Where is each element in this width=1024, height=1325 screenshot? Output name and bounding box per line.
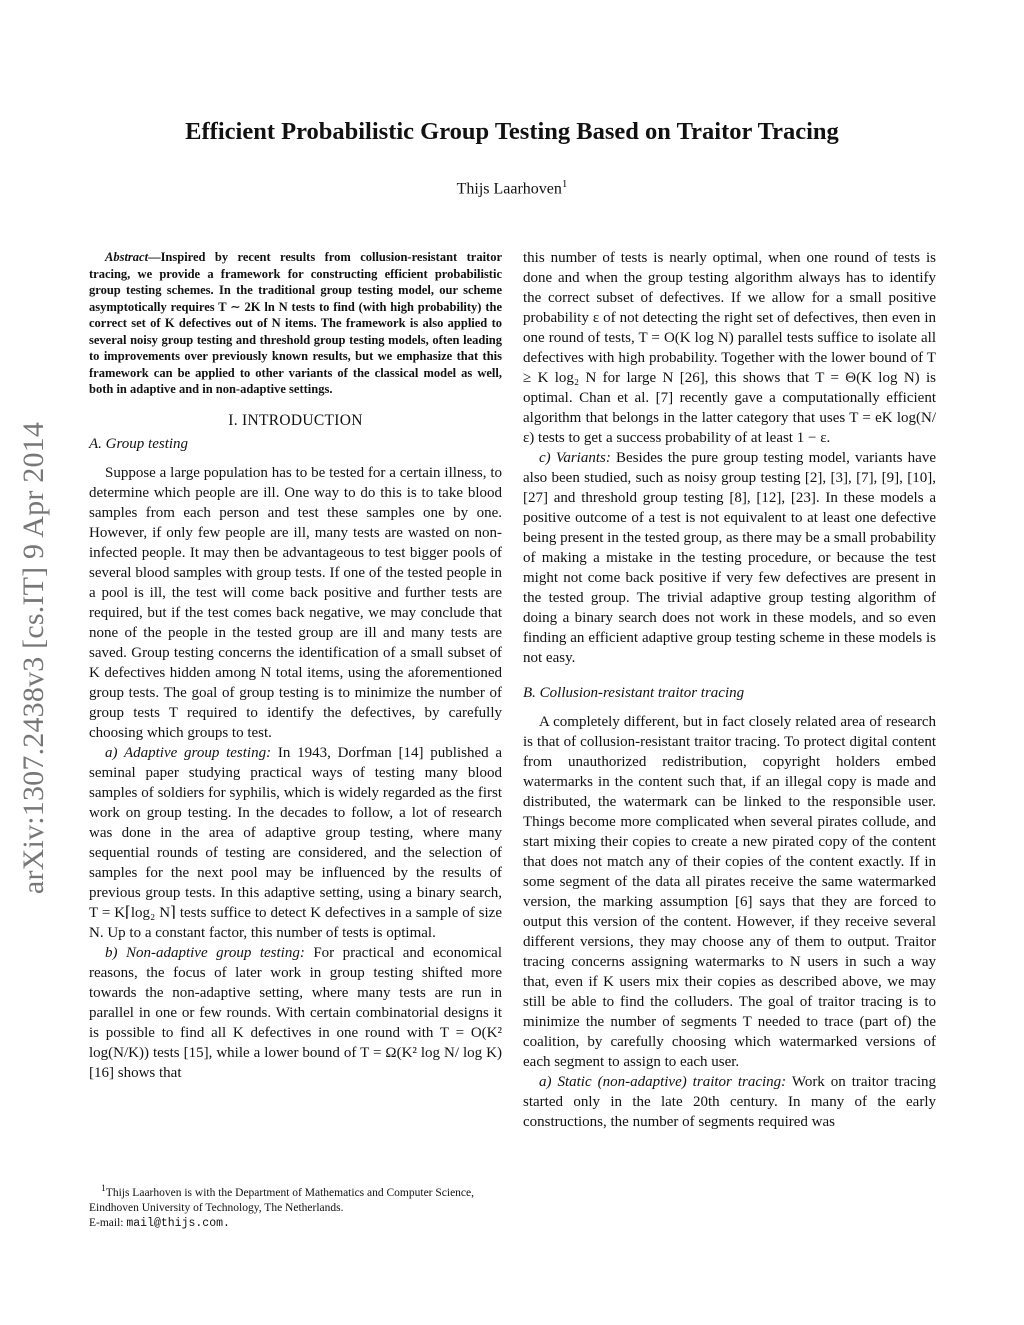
arxiv-sidebar-stamp xyxy=(14,383,54,933)
paragraph-continued: this number of tests is nearly optimal, when one round of tests is done and when the group testing algorithm always has to identify the correct subset of defectives. If we allow for a small positive probability ε of not detecting the right set of defectives, then even in one round of tests, T = O(K log N) parallel tests suffice to isolate all defectives with high probability. Together with the lower bound of T ≥ K log₂ N for large N [26], this shows that T = Θ(K log N) is optimal. Chan et al. [7] recently gave a computationally efficient algorithm that belongs in the latter category that uses T = eK log(N/ε) tests to get a success probability of at least 1 − ε. xyxy=(523,250,936,446)
email-address: mail@thijs.com. xyxy=(126,1216,230,1230)
author-footnote-mark: 1 xyxy=(561,178,568,190)
paragraph-static-tracing xyxy=(523,1072,936,1132)
abstract-dash: — xyxy=(148,250,161,264)
footnote xyxy=(89,1181,502,1231)
paragraph-text-adaptive: In 1943, Dorfman [14] published a seminal paper studying practical ways of testing many blood samples of soldiers for syphilis, which is widely regarded as the first work on group testing. In the decades to follow, a lot of research was done in the area of adaptive group testing, where many sequential rounds of testing are considered, and the selection of samples for the next pool may be influenced by the results of previous group tests. In this adaptive setting, using a binary search, T = K⌈log₂ N⌉ tests suffice to detect K defectives in a sample of size N. Up to a constant factor, this number of tests is optimal. xyxy=(89,744,503,941)
abstract-lead: Abstract xyxy=(105,250,149,264)
subsection-heading-group-testing: A. Group testing xyxy=(89,435,189,452)
footnote-body: Thijs Laarhoven is with the Department of Mathematics and Computer Science, Eindhoven University of Technology, The Netherlands. xyxy=(89,1186,475,1214)
paragraph-head-non-adaptive: b) Non-adaptive group testing: xyxy=(105,944,305,961)
footnote-text xyxy=(89,1181,502,1216)
paragraph-non-adaptive xyxy=(89,943,502,1083)
paragraph-adaptive xyxy=(89,743,502,943)
paragraph-text-static: Work on traitor tracing started only in the late 20th century. In many of the early constructions, the number of segments required was xyxy=(523,1074,937,1130)
arxiv-id: arXiv:1307.2438v3 [cs.IT] 9 Apr 2014 xyxy=(17,421,50,895)
paragraph-traitor-tracing: A completely different, but in fact closely related area of research is that of collusion-resistant traitor tracing. To protect digital content from unauthorized redistribution, copyright holders embed watermarks in the content such that, if an illegal copy is made and distributed, the watermark can be linked to the responsible user. Things become more complicated when several pirates collude, and start mixing their copies to create a new pirated copy of the content that does not match any of their copies of the content exactly. If in some segment of the data all pirates receive the same watermarked version, the marking assumption [6] says that they are forced to output this version of the content. However, if they receive several different versions, they may choose any of them to output. Traitor tracing concerns assigning watermarks to N users in such a way that, even if K users mix their copies as described above, we may still be able to find the colluders. The goal of traitor tracing is to minimize the number of segments T needed to trace (part of) the coalition, by carefully choosing which watermarked versions of each segment to assign to each user. xyxy=(523,714,936,1070)
abstract-text: Inspired by recent results from collusion-resistant traitor tracing, we provide a framework for constructing efficient probabilistic group testing schemes. In the traditional group testing model, our scheme asymptotically requires T ∼ 2K ln N tests to find (with high probability) the correct set of K defectives out of N items. The framework is also applied to several noisy group testing and threshold group testing models, often leading to improvements over previously known results, but we emphasize that this framework can be applied to other variants of the classical model as well, both in adaptive and in non-adaptive settings. xyxy=(89,250,502,396)
paragraph-text-variants: Besides the pure group testing model, variants have also been studied, such as noisy group testing [2], [3], [7], [9], [10], [27] and threshold group testing [8], [12], [23]. In these models a positive outcome of a test is not equivalent to at least one defective being present in the tested group, as there may be a small probability of making a mistake in the testing procedure, or because the test might not come back positive if very few defectives are present in the tested group. The trivial adaptive group testing algorithm of doing a binary search does not work in these models, and so even finding an efficient adaptive group testing scheme in these models is not easy. xyxy=(523,450,936,666)
paragraph-head-adaptive: a) Adaptive group testing: xyxy=(105,744,272,761)
paragraph-variants xyxy=(523,448,936,668)
footnote-mark: 1 xyxy=(101,1183,106,1194)
paragraph-intro: Suppose a large population has to be tested for a certain illness, to determine which people are ill. One way to do this is to take blood samples from each person and test these samples one by one. However, if only few people are ill, many tests are wasted on non-infected people. It may then be advantageous to test bigger pools of several blood samples with group tests. If one of the tested people in a pool is ill, the test will come back positive and further tests are required, but if the test comes back negative, we may conclude that none of the people in the tested group are ill and many tests are saved. Group testing concerns the identification of a small subset of K defectives hidden among N total items, using the aforementioned group tests. The goal of group testing is to minimize the number of group tests T required to identify the defectives, by carefully choosing which groups to test. xyxy=(89,464,502,741)
paragraph-head-variants: c) Variants: xyxy=(539,450,611,466)
paragraph-text-non-adaptive: For practical and economical reasons, the focus of later work in group testing shifted more towards the non-adaptive setting, where many tests are run in parallel in one or few rounds. With certain combinatorial designs it is possible to find all K defectives in one round with T = O(K² log(N/K)) tests [15], while a lower bound of T = Ω(K² log N/ log K) [16] shows that xyxy=(89,944,503,1081)
paragraph-head-static: a) Static (non-adaptive) traitor tracing: xyxy=(539,1074,787,1090)
email-label: E-mail: xyxy=(89,1216,124,1229)
author-line xyxy=(0,178,1024,198)
subsection-heading-traitor-tracing: B. Collusion-resistant traitor tracing xyxy=(523,685,745,701)
abstract xyxy=(89,249,502,398)
author-name: Thijs Laarhoven xyxy=(456,180,562,198)
left-column xyxy=(89,249,502,1083)
section-heading-introduction: I. INTRODUCTION xyxy=(228,411,363,429)
footnote-email-line xyxy=(89,1216,502,1231)
right-column xyxy=(523,248,936,1132)
paper-title: Efficient Probabilistic Group Testing Based on Traitor Tracing xyxy=(185,118,839,145)
